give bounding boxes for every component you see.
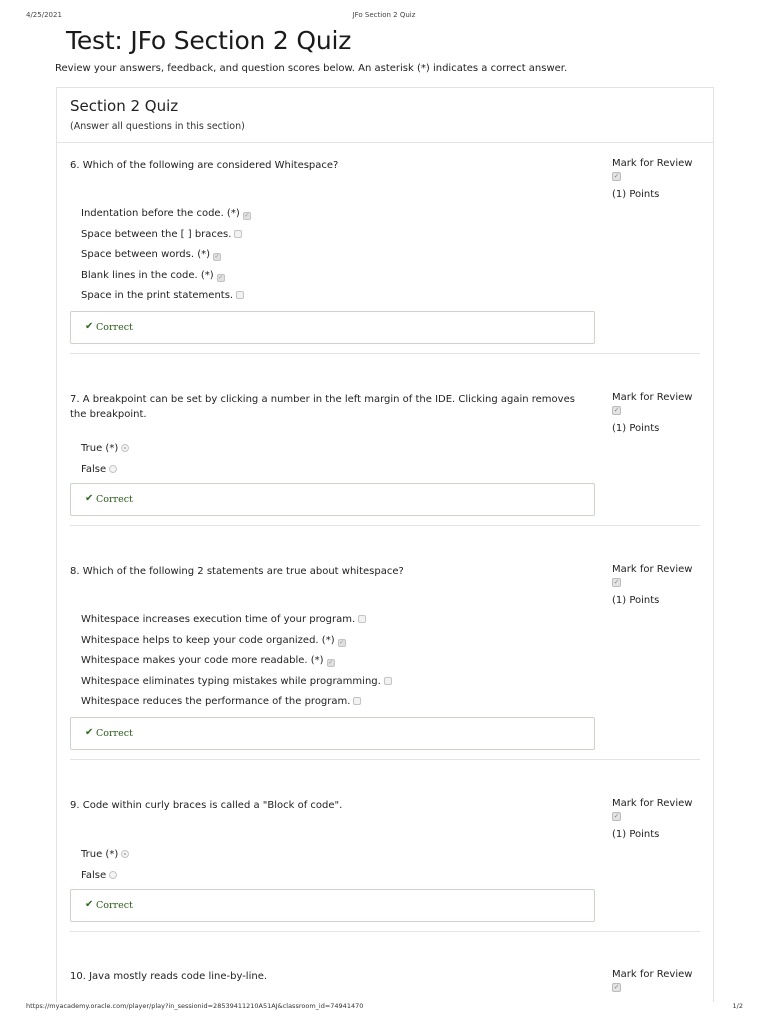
answer-label: False — [81, 869, 107, 881]
answer-radio[interactable] — [121, 850, 129, 858]
answer-option — [81, 676, 392, 697]
intro-text: Review your answers, feedback, and question scores below. An asterisk (*) indicates a correct answer. — [55, 63, 568, 74]
answer-checkbox[interactable]: ✓ — [218, 273, 224, 281]
checkmark-icon: ✔ — [85, 321, 94, 332]
answer-option — [81, 443, 129, 464]
question-meta — [612, 798, 702, 840]
question-6 — [70, 158, 700, 354]
answer-radio[interactable] — [121, 444, 129, 452]
print-page-number: 1/2 — [732, 1002, 743, 1010]
answer-label: Blank lines in the code. (*) — [81, 269, 214, 281]
answer-checkbox[interactable] — [353, 697, 361, 705]
mark-for-review-label: Mark for Review — [612, 564, 693, 575]
feedback-box — [70, 311, 595, 344]
answer-checkbox[interactable]: ✓ — [339, 638, 345, 646]
feedback-text: Correct — [96, 728, 133, 739]
question-7 — [70, 392, 700, 526]
section-header — [57, 88, 713, 143]
feedback-text: Correct — [96, 494, 133, 505]
question-points: (1) Points — [612, 829, 660, 840]
question-text: 6. Which of the following are considered Whitespace? — [70, 160, 339, 171]
answer-option — [81, 229, 251, 250]
answer-list — [81, 849, 129, 890]
feedback-box — [70, 483, 595, 516]
checkmark-icon: ✔ — [85, 899, 94, 910]
answer-option — [81, 635, 392, 656]
answer-option — [81, 849, 129, 870]
answer-label: Space between words. (*) — [81, 249, 211, 261]
answer-option — [81, 290, 251, 311]
print-header — [0, 11, 768, 21]
answer-option — [81, 655, 392, 676]
answer-label: Indentation before the code. (*) — [81, 208, 240, 219]
answer-checkbox[interactable]: ✓ — [328, 659, 334, 667]
answer-label: Whitespace increases execution time of your program. — [81, 614, 356, 625]
answer-label: False — [81, 463, 107, 475]
checkmark-icon: ✔ — [85, 493, 94, 504]
answer-label: Space in the print statements. — [81, 290, 234, 302]
mark-for-review-label: Mark for Review — [612, 392, 693, 403]
feedback-text: Correct — [96, 900, 133, 911]
answer-option — [81, 870, 129, 891]
answer-label: Whitespace makes your code more readable. (*) — [81, 655, 324, 667]
question-text: 9. Code within curly braces is called a "Block of code". — [70, 800, 343, 811]
answer-option — [81, 249, 251, 270]
answer-option — [81, 270, 251, 291]
question-10 — [70, 969, 700, 1003]
question-text: 10. Java mostly reads code line-by-line. — [70, 971, 268, 982]
question-9 — [70, 798, 700, 932]
answer-option — [81, 696, 392, 717]
answer-list — [81, 208, 251, 311]
answer-label: Whitespace eliminates typing mistakes while programming. — [81, 675, 381, 687]
page-title: Test: JFo Section 2 Quiz — [66, 26, 352, 55]
answer-checkbox[interactable] — [384, 677, 392, 685]
answer-label: Whitespace helps to keep your code organized. (*) — [81, 634, 335, 646]
answer-label: Whitespace reduces the performance of the program. — [81, 696, 351, 708]
mark-for-review-checkbox[interactable]: ✓ — [613, 812, 620, 820]
feedback-text: Correct — [96, 322, 133, 333]
print-title: JFo Section 2 Quiz — [352, 11, 416, 19]
answer-label: Space between the [ ] braces. — [81, 228, 232, 240]
quiz-panel — [56, 87, 714, 1002]
print-date: 4/25/2021 — [26, 11, 62, 19]
answer-radio[interactable] — [109, 465, 117, 473]
print-url: https://myacademy.oracle.com/player/play?in_sessionid=28539411210A51AJ&classroom_id=74941470 — [26, 1002, 364, 1010]
answer-checkbox[interactable]: ✓ — [214, 253, 220, 261]
mark-for-review-checkbox[interactable]: ✓ — [613, 172, 620, 180]
answer-label: True (*) — [81, 849, 119, 860]
question-meta — [612, 969, 702, 992]
question-points: (1) Points — [612, 423, 660, 434]
answer-option — [81, 208, 251, 229]
question-8 — [70, 564, 700, 760]
answer-checkbox[interactable] — [358, 615, 366, 623]
checkmark-icon: ✔ — [85, 727, 94, 738]
mark-for-review-label: Mark for Review — [612, 969, 693, 980]
question-points: (1) Points — [612, 595, 660, 606]
mark-for-review-label: Mark for Review — [612, 158, 693, 169]
question-points: (1) Points — [612, 189, 660, 200]
answer-list — [81, 443, 129, 484]
answer-option — [81, 464, 129, 485]
answer-label: True (*) — [81, 443, 119, 454]
question-meta — [612, 158, 702, 200]
feedback-box — [70, 889, 595, 922]
answer-checkbox[interactable] — [234, 230, 242, 238]
feedback-box — [70, 717, 595, 750]
question-meta — [612, 392, 702, 434]
section-title: Section 2 Quiz — [70, 97, 179, 115]
answer-checkbox[interactable] — [236, 291, 244, 299]
answer-list — [81, 614, 392, 717]
answer-checkbox[interactable]: ✓ — [244, 212, 250, 219]
print-footer — [0, 1002, 768, 1012]
mark-for-review-label: Mark for Review — [612, 798, 693, 809]
mark-for-review-checkbox[interactable]: ✓ — [613, 406, 620, 414]
section-subtitle: (Answer all questions in this section) — [70, 121, 245, 132]
mark-for-review-checkbox[interactable]: ✓ — [613, 983, 620, 991]
mark-for-review-checkbox[interactable]: ✓ — [613, 578, 620, 586]
question-meta — [612, 564, 702, 606]
question-text: 8. Which of the following 2 statements are true about whitespace? — [70, 566, 404, 577]
answer-option — [81, 614, 392, 635]
question-text: 7. A breakpoint can be set by clicking a number in the left margin of the IDE. Clicking again removes the breakpoint. — [70, 394, 575, 420]
answer-radio[interactable] — [109, 871, 117, 879]
